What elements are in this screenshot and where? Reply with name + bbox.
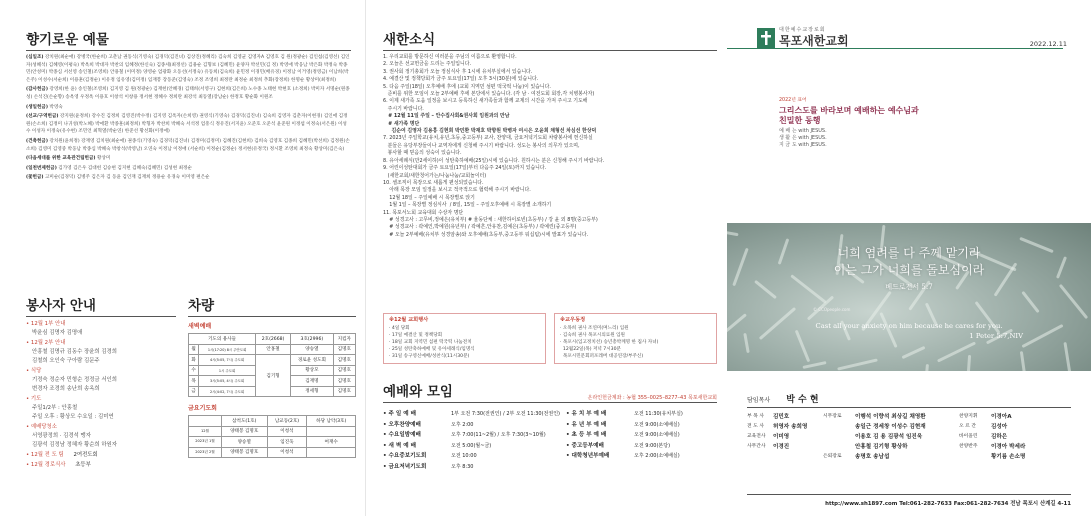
staff-names: 김민호 bbox=[773, 414, 790, 420]
serve-list bbox=[26, 320, 176, 470]
worship-time: 오전 10:00 bbox=[451, 453, 477, 459]
news-item: 7. 2023년 주일학교(유치,유년,초등,중고등부) 교사, 찬양대, 금요저녁기도회 차량봉사에 헌신하실 bbox=[383, 135, 593, 142]
car-cell: 황상모 bbox=[291, 365, 334, 376]
worship-row bbox=[383, 462, 560, 473]
car-row bbox=[189, 344, 356, 355]
car-head-cell: 3호(2996) bbox=[291, 334, 334, 345]
worship-name: • 초 등 부 예 배 bbox=[565, 432, 607, 438]
staff-row bbox=[747, 432, 1077, 442]
news-item: 1월 1일 – 목장별 정심식사 / 8일, 15일 – 주일오후예배 시 목장별 소개하기 bbox=[383, 202, 552, 209]
friday-head-cell: 삼척도(1호) bbox=[221, 416, 267, 427]
church-name: 목포새한교회 bbox=[779, 34, 849, 48]
slogan-sub-line: 생 활 은 with JESUS. bbox=[779, 135, 827, 141]
offering-group-names: 김가영 김은우 김대헌 김승현 김지현 김혜숙(김혜민) 김성현 최정순 bbox=[58, 165, 192, 171]
offering-group-label: (선교/구역헌금) bbox=[26, 114, 59, 120]
church-logo bbox=[757, 26, 849, 49]
news-item: 분들은 유당부장들이나 교역자에게 신청해 주시기 바랍니다. 성도는 봉사의 의무가 있으며, bbox=[383, 142, 580, 149]
friday-cell: 2023년 2월 bbox=[189, 447, 222, 458]
staff-names: 송명호 송남섭 bbox=[855, 454, 890, 460]
friday-cell bbox=[307, 426, 356, 437]
pine-needle-decoration bbox=[1063, 342, 1071, 371]
car-cell: 1시 주도회 bbox=[199, 365, 256, 376]
news-item: 2. 오늘은 선교헌금을 드리는 주일입니다. bbox=[383, 61, 472, 68]
offering-group-names: 황상미 bbox=[97, 156, 111, 162]
offering-group-label: (일천번제헌금) bbox=[26, 165, 57, 171]
worship-row bbox=[566, 420, 717, 431]
offering-group-label: (십일조) bbox=[26, 55, 44, 60]
pine-needle-decoration bbox=[837, 358, 878, 370]
member-news-item: 목포시민문회퍼포레버 대공연장/부주신) bbox=[560, 354, 644, 359]
staff-names: 안홍철 김기형 황상하 bbox=[855, 444, 908, 450]
car-subtitle-dawn: 새벽예배 bbox=[188, 323, 212, 330]
car-cell: 김재명 bbox=[291, 376, 334, 387]
pine-needle-decoration bbox=[966, 355, 971, 371]
staff-row bbox=[747, 422, 1077, 432]
car-cell: 양승열 bbox=[291, 344, 334, 355]
news-panel bbox=[365, 0, 727, 516]
pine-needle-decoration bbox=[1020, 351, 1029, 371]
offering-group-names: 강치원(윤희정) 강재영 김치원(최순애) 권종식(기영숙) 김경덕(김진녀) 김정미(김정미) 김혜진(김현희) 김희숙 김영호 김종희 김혜민(박선희) 김정원(손소희) 김영미 김영중 박웅남 박종심 박혜숙 박창석(박영남) 오연숙 이정남 이정애 (서순희) 이정순(김정순) 정서현(유정국) 정시환 조영희 최정숙 황상미(김은숙) bbox=[26, 138, 350, 152]
staff-names: 김성아 bbox=[991, 424, 1008, 430]
worship-time: 오전 9:00(본당) bbox=[633, 442, 671, 449]
car-cell: 김명호 bbox=[333, 344, 355, 355]
serve-item-line: 박윤심 김명자 김명애 bbox=[32, 330, 83, 336]
offering-panel bbox=[0, 0, 365, 516]
car-cell: 김기형 bbox=[256, 355, 291, 397]
serve-item-line: 변경자 조경희 송난희 송옥희 bbox=[32, 386, 100, 392]
staff-names: 김하은 bbox=[991, 434, 1008, 440]
staff-role: 부 목 사 bbox=[747, 414, 764, 419]
worship-time: 오전 5:00(월~금) bbox=[451, 442, 492, 449]
worship-time: 오후 8:30 bbox=[451, 463, 474, 470]
staff-list bbox=[747, 412, 1077, 462]
serve-item bbox=[26, 320, 176, 338]
staff-role bbox=[823, 432, 855, 442]
friday-head-cell bbox=[189, 416, 222, 427]
worship-name: • 금요저녁기도회 bbox=[383, 463, 427, 470]
serve-item bbox=[26, 461, 176, 470]
offering-group-label: (감사헌금) bbox=[26, 87, 48, 93]
offering-group bbox=[26, 113, 351, 136]
serve-item-line: 안흥철 김명규 김동수 장윤희 김경희 bbox=[32, 349, 117, 355]
worship-schedule-left bbox=[383, 409, 560, 472]
news-item: 4. 예결산 및 정책당회가 금주 토요일(17일) 오후 3시(30분)에 있습니다. bbox=[383, 76, 539, 83]
church-events-title: ※12월 교회행사 bbox=[389, 317, 429, 323]
friday-cell: 2023년 1월 bbox=[189, 437, 222, 448]
news-item: 11. 목포서노회 교육대회 수상자 명단 bbox=[383, 209, 464, 216]
serve-item-line: 2여전도회 bbox=[71, 452, 98, 458]
serve-item bbox=[26, 423, 176, 450]
member-news-item: · 김숙희 권사 목포시의료원 입원 bbox=[560, 333, 625, 338]
staff-role: 시무장로 bbox=[823, 414, 842, 419]
car-section bbox=[188, 294, 356, 458]
worship-row bbox=[383, 420, 560, 431]
staff-role: 찬양지휘 bbox=[959, 414, 978, 419]
verse-korean-line1: 너희 염려를 다 주께 맡기라 bbox=[837, 246, 981, 260]
news-item: # 12월 11일 주일 – 안수집사회&권사회 임원과의 만남 bbox=[383, 113, 510, 120]
car-title: 차량 bbox=[188, 294, 356, 317]
news-item: 12월 18일 – 주일예배 시 목장별로 앉기 bbox=[383, 194, 475, 201]
car-cell: 2시(4:02, 7시) 주도회 bbox=[199, 386, 256, 397]
news-item: 주시기 바랍니다. bbox=[383, 105, 424, 112]
friday-cell: 양승열 bbox=[221, 437, 267, 448]
worship-name: • 수요일밤예배 bbox=[383, 432, 421, 438]
offering-group-label: (생일헌금) bbox=[26, 104, 48, 110]
church-event-item: · 4일 당회 bbox=[389, 326, 410, 331]
member-news-item: · 오목희 권사 조연미(며느리) 입원 bbox=[560, 326, 629, 331]
news-item: (새한교회/새한청어가는/나눔나눔/교회놀이터) bbox=[383, 172, 487, 179]
news-item: 김순여 김영자 김용흥 김현희 박민환 박재호 박향원 박병자 여시은 오윤희 채형선 차심선 한상덕 bbox=[383, 128, 597, 135]
church-event-item: · 18일 교회 지역민 섬편 떡국떡 나눔전치 bbox=[389, 340, 472, 345]
offering-group-names: 강영희(한 윤) 송인철(조영희) 김지영 김 원(정광순) 김재헌(안혜경) 김태희(서영구) 김현희(김은희) 노수종 노태현 박현호 (소정희) 박미자 서명순(원종성) 손석진(손순향) 송옥영 우정옥 이용호 이창석 이창용 정서현 정혜수 정희란 최강석 최동열(장남순) 한정호 황순화 이원조 bbox=[26, 87, 350, 100]
cover-photo bbox=[727, 223, 1091, 371]
church-event-item: · 17일 예결산 및 정책당회 bbox=[389, 333, 443, 338]
worship-row bbox=[566, 441, 717, 452]
serve-item-head: • 기도 bbox=[26, 396, 42, 402]
worship-row bbox=[566, 451, 717, 462]
worship-name: • 중고등부예배 bbox=[565, 442, 604, 449]
church-cross-icon bbox=[757, 28, 775, 48]
worship-row bbox=[566, 409, 717, 420]
serve-title: 봉사자 안내 bbox=[26, 294, 176, 317]
serve-item bbox=[26, 451, 176, 460]
car-cell: 김명호 bbox=[333, 365, 355, 376]
serve-item-line: 김철희 오인숙 구아람 김문주 bbox=[32, 358, 100, 364]
car-cell: 4시(5:05, 7시) 주도회 bbox=[199, 355, 256, 366]
car-cell: 1시(17:20) 8시 주안도회 bbox=[199, 344, 256, 355]
staff-role: 은퇴장로 bbox=[823, 454, 842, 459]
friday-head-cell: 하당 남악(3호) bbox=[307, 416, 356, 427]
serve-item-head: • 12월 1부 안내 bbox=[26, 321, 66, 327]
footer-contact: http://www.sh1897.com Tel:061-282-7633 Fax:061-282-7634 전남 목포시 산계길 4-11 bbox=[747, 494, 1071, 507]
friday-row bbox=[189, 437, 356, 448]
news-item: 8. 유아세례식(만2세이하)이 성탄축하예배(25일)시에 있습니다. 원하시는 분은 신청해 주시기 바랍니다. bbox=[383, 157, 605, 164]
car-cell: 경로윤 성도회 bbox=[291, 355, 334, 366]
staff-names: 이경진 bbox=[773, 444, 790, 450]
staff-role bbox=[823, 422, 855, 432]
serve-item-line: 서영광정희 · 김경석 맹자 bbox=[32, 433, 91, 439]
serve-item-line: 초등부 bbox=[73, 462, 91, 468]
car-cell: 목 bbox=[189, 376, 199, 387]
friday-table-head bbox=[189, 416, 356, 427]
serve-item-head: • 예배당청소 bbox=[26, 424, 57, 430]
car-subtitle-friday: 금요기도회 bbox=[188, 405, 217, 412]
slogan-sub-line: 예 배 는 with JESUS. bbox=[779, 128, 827, 134]
offering-group-names: 박영숙 bbox=[49, 104, 63, 110]
news-item: 3. 권사회 정기총회가 오늘 정심식사 후 1시에 유치부실에서 있습니다. bbox=[383, 68, 533, 75]
friday-row bbox=[189, 426, 356, 437]
offering-group bbox=[26, 155, 351, 163]
offering-group-label: (꽃헌금) bbox=[26, 175, 44, 181]
offering-group-label: (다음세대를 위한 교육관건립헌금) bbox=[26, 156, 96, 162]
car-row bbox=[189, 355, 356, 366]
worship-title: 예배와 모임 bbox=[383, 380, 717, 403]
car-cell: 수 bbox=[189, 365, 199, 376]
worship-row bbox=[566, 430, 717, 441]
verse-korean-line2: 이는 그가 너희를 돌보심이라 bbox=[833, 263, 985, 277]
offering-group-names: 강지원(윤정희) 강수진 김정희 김영진(박수정) 김지영 김옥자(손희영) 권영식(기영숙) 김경덕(김진녀) 김숙희 김영자 김춘자(이현경) 김인애 김정원(손소희) 김정미 나귀성(박노혜) 박애환 박종훈(최정희) 박형자 박찬희 박혜숙 서석정 엄흥식 정유진(서지윤) 오준호 오준석 윤준원 이정섭 이정숙(서은원) 이성수 이성자 이정숙(유수현) 조민언 최혁열(박순연) 한준선 황선화(이정애) bbox=[26, 114, 348, 135]
friday-table bbox=[188, 415, 356, 458]
offering-title: 향기로운 예물 bbox=[26, 28, 351, 51]
serve-item-line: 김광석 김정남 정혜자 황순희 하원자 bbox=[32, 442, 117, 448]
worship-name: • 대학청년부예배 bbox=[565, 453, 610, 459]
header-rule bbox=[727, 48, 1063, 49]
worship-schedule-right bbox=[566, 409, 717, 472]
news-item: 아래 목장 모임 일정을 보시고 적극적으로 협력해 주시기 바랍니다. bbox=[383, 187, 531, 194]
pine-needle-decoration bbox=[727, 230, 739, 236]
staff-role: 찬양반주 bbox=[959, 444, 978, 449]
offering-group bbox=[26, 165, 351, 173]
offering-list bbox=[26, 54, 351, 182]
worship-section bbox=[383, 380, 717, 472]
church-denomination: 대한예수교장로회 bbox=[779, 27, 826, 33]
car-cell: 3시(5:05, 4시) 주도회 bbox=[199, 376, 256, 387]
serve-section bbox=[26, 294, 176, 471]
news-item: 6. 이제 새가족 도움 일정을 보시고 등록하신 새가족들과 함께 교제의 시간을 가져 주시고 기도해 bbox=[383, 98, 588, 105]
member-news-item: · 목포시(입고정치선) 승년총박께명 한 집사 자녀) bbox=[560, 340, 659, 345]
member-news-title: ※교우동정 bbox=[560, 317, 586, 323]
slogan-text: 그리스도를 바라보며 예배하는 예수님과 친밀한 동행 bbox=[779, 105, 919, 125]
staff-names: 이행석 이향석 최상길 채영환 bbox=[855, 414, 926, 420]
staff-names: 이경아 박세라 bbox=[991, 444, 1026, 450]
pine-needle-decoration bbox=[802, 361, 826, 369]
serve-item bbox=[26, 339, 176, 366]
staff-row bbox=[747, 442, 1077, 452]
serve-item-head: • 12월 전 도 팀 bbox=[26, 452, 64, 458]
worship-time: 오전 9:00(소예배실) bbox=[633, 432, 680, 438]
staff-names: 송일근 정세창 이성수 김현재 bbox=[855, 424, 926, 430]
photo-watermark: © CCOpeople.com bbox=[813, 307, 851, 312]
staff-row bbox=[747, 412, 1077, 422]
worship-name: • 새 벽 예 배 bbox=[383, 442, 416, 449]
pine-needle-decoration bbox=[902, 346, 926, 359]
staff-role bbox=[959, 452, 991, 462]
staff-names: 이경아A bbox=[991, 414, 1012, 420]
news-title: 새한소식 bbox=[383, 28, 717, 51]
church-events-box bbox=[383, 313, 546, 364]
news-item: # 성경교사 : 곽예인,박예원(유년부) / 곽예흔,안유찬,김예은(초등부) / 곽예린(중고등부) bbox=[383, 224, 577, 231]
serve-item bbox=[26, 367, 176, 394]
friday-cell: 이청석 bbox=[267, 426, 307, 437]
slogan-block bbox=[779, 96, 919, 149]
staff-role: 바이올린 bbox=[959, 434, 978, 439]
staff-row bbox=[747, 452, 1077, 462]
offering-group bbox=[26, 138, 351, 153]
friday-cell: 양태봉 김명호 bbox=[221, 447, 267, 458]
car-cell: 김명호 bbox=[333, 386, 355, 397]
verse-english: Cast all your anxiety on him because he cares for you. bbox=[815, 322, 1003, 330]
friday-cell: 12월 bbox=[189, 426, 222, 437]
worship-row bbox=[383, 451, 560, 462]
pine-needle-decoration bbox=[1021, 291, 1039, 313]
news-item: 10. 셀조직이 목장으로 새롭게 편성되었습니다. bbox=[383, 179, 484, 186]
worship-name: • 유 년 부 예 배 bbox=[565, 421, 607, 428]
offering-group bbox=[26, 104, 351, 112]
car-table bbox=[188, 333, 356, 397]
friday-cell: 양태봉 김명호 bbox=[221, 426, 267, 437]
staff-names: 황기름 손소명 bbox=[991, 454, 1026, 460]
worship-row bbox=[383, 409, 560, 420]
staff-names bbox=[773, 452, 823, 462]
worship-name: • 유 치 부 예 배 bbox=[565, 411, 607, 417]
worship-time: 1부 오전 7:30(전권인) / 2부 오전 11:30(전권인) bbox=[451, 411, 560, 417]
worship-name: • 수요중보기도회 bbox=[383, 453, 427, 459]
offering-group-names: 고미순(김경덕) 김병주 김은자 김 동윤 김인재 김재희 정용순 유경숙 이미영 편은순 bbox=[44, 175, 210, 181]
news-item: 5. 다음 주일(18일) 오후예배 후에 (교회 지역민 섬편 떡국떡 나눔)이 있습니다. bbox=[383, 83, 551, 90]
serve-item bbox=[26, 395, 176, 422]
slogan-label: 2022년 표어 bbox=[779, 98, 807, 103]
news-item: # 새가족 명단 bbox=[383, 120, 420, 127]
staff-role: 전 도 사 bbox=[747, 424, 764, 429]
staff-names: 이용호 김 용 김광석 임진욱 bbox=[855, 434, 923, 440]
pastor-label: 담임목사 bbox=[747, 397, 771, 404]
staff-role bbox=[823, 442, 855, 452]
news-item: 봉사할 때 믿음의 성숙이 있습니다. bbox=[383, 150, 462, 157]
pine-needle-decoration bbox=[922, 364, 929, 371]
worship-name: • 주 일 예 배 bbox=[383, 411, 416, 417]
car-head-cell: 기도의 용사들 bbox=[189, 334, 256, 345]
staff-names: 이미영 bbox=[773, 434, 790, 440]
staff-names: 허영자 송희영 bbox=[773, 424, 808, 430]
staff-role: 교육전사 bbox=[747, 434, 766, 439]
worship-time: 오후 7:00(11~2월) / 오후 7:30(3~10월) bbox=[451, 432, 546, 438]
friday-row bbox=[189, 447, 356, 458]
pastor-row bbox=[747, 392, 1071, 408]
serve-item-line: 주일 오후 : 황상모 수요일 : 김미연 bbox=[32, 414, 114, 420]
worship-time: 오후 2:00(소예배실) bbox=[633, 453, 680, 459]
car-cell: 김명호 bbox=[333, 355, 355, 366]
offering-group bbox=[26, 54, 351, 84]
member-news-item: 12월22일(목) 저녁 7시30분 bbox=[560, 347, 621, 352]
online-account: 온라인헌금계좌 : 농협 355–0025–8277–43 목포새한교회 bbox=[587, 395, 717, 401]
pastor-name: 박 수 현 bbox=[786, 395, 819, 405]
verse-reference: 베드로전서 5:7 bbox=[885, 283, 933, 291]
car-head-cell: 지킴자 bbox=[333, 334, 355, 345]
news-item: # 성경고사 : 고무비,정예은(유치부) # 율동단체 : 새한하이로빈(초등부) / 강 윤 외 8명(중고등부) bbox=[383, 216, 598, 223]
car-cell: 정세형 bbox=[291, 386, 334, 397]
offering-group-names: 강치원(최순애) 강병국(한순희) 고춘남 권동식(기영숙) 김경덕(김진녀) 김상진(정혜리) 김숙희 김영균 김영자A 김영호 김 원(정광순) 김인섭(김영선) 김인자(성혜석) 김혜영(이평숙) 박옥희 박대자 박찬의 임혜정(한신숙) 김종세(최정선) 김용순 김형보 (김혜민) 윤양자 박선민(김 정) 박영애 박웅남 박은화 박정숙 박종민(안성미) 박종심 서선영 송인철(조영희) 안용철 (이미정) 양영순 엄광화 오동선(서정숙) 유동희(김숙희) 윤민정 이경민(배유경) 이정남 이거영(정영금) 이남희(박은주) 이성수(서순희) 이용훈(김정순) 이유정 임유영(김미정) 임재봉 장동준(김영숙) 조정 조영희 최정란 최정순 최정희 추화(장정희) 한명순 황상미(최정희) bbox=[26, 55, 350, 83]
car-cell: 월 bbox=[189, 344, 199, 355]
worship-time: 오후 2:00 bbox=[451, 421, 474, 428]
member-news-box bbox=[554, 313, 717, 364]
friday-head-cell: 남교동(2호) bbox=[267, 416, 307, 427]
offering-group bbox=[26, 174, 351, 182]
staff-role: 오 르 간 bbox=[959, 424, 976, 429]
staff-role bbox=[747, 452, 773, 462]
friday-cell: 여재수 bbox=[307, 437, 356, 448]
worship-time: 오전 9:00(소예배실) bbox=[633, 421, 680, 428]
offering-group-label: (건축헌금) bbox=[26, 138, 48, 144]
church-event-item: · 25일 성탄축하예배 및 유아세례식/임명식 bbox=[389, 347, 475, 352]
event-boxes bbox=[383, 313, 717, 364]
offering-group bbox=[26, 86, 351, 101]
car-cell: 김명호 bbox=[333, 376, 355, 387]
friday-cell: 이청석 bbox=[267, 447, 307, 458]
staff-role: 사무간사 bbox=[747, 444, 766, 449]
cover-panel bbox=[727, 0, 1091, 516]
news-item: 준비를 위한 모임이 오늘 2부예배 후에 본당에서 있습니다. (각 남 · 여전도회 회장,각 치병봉사자) bbox=[383, 91, 595, 98]
car-cell: 금 bbox=[189, 386, 199, 397]
car-cell: 화 bbox=[189, 355, 199, 366]
worship-name: • 오후찬양예배 bbox=[383, 421, 421, 428]
friday-cell: 임진욱 bbox=[267, 437, 307, 448]
car-head-cell: 2호(2668) bbox=[256, 334, 291, 345]
news-list bbox=[383, 54, 717, 239]
bulletin-date: 2022.12.11 bbox=[1029, 40, 1067, 48]
church-event-item: · 31일 송구영신예배/성찬식(11시30분) bbox=[389, 354, 470, 359]
news-item: 9. 어린이성탄대회가 금주 토요일(17일)부터 다음주 24일(토)까지 있습니다. bbox=[383, 165, 547, 172]
verse-english-reference: 1 Peter 5:7,NIV bbox=[969, 332, 1023, 340]
worship-row bbox=[383, 430, 560, 441]
serve-item-line: 주일1/2부 : 안홍철 bbox=[32, 405, 78, 411]
slogan-sub-line: 지 금 도 with JESUS. bbox=[779, 142, 827, 148]
news-item: # 오늘 2부예배(유치부 성경암송)와 오후예배(초등부,중고등부 워십팀)시에 발표가 있습니다. bbox=[383, 231, 589, 238]
worship-time: 오전 11:30(유치부실) bbox=[633, 411, 683, 417]
serve-item-line: 기정숙 정순자 민형순 정정금 서인희 bbox=[32, 377, 117, 383]
serve-item-head: • 12월 경로식사 bbox=[26, 462, 66, 468]
friday-cell bbox=[307, 447, 356, 458]
serve-item-head: • 식당 bbox=[26, 368, 42, 374]
car-table-head bbox=[189, 334, 356, 345]
worship-row bbox=[383, 441, 560, 452]
car-cell: 안홍철 bbox=[256, 344, 291, 355]
news-item: 1. 우리교회를 방문하신 여러분을 주님의 이름으로 환영합니다. bbox=[383, 54, 517, 60]
serve-item-head: • 12월 2부 안내 bbox=[26, 340, 66, 346]
